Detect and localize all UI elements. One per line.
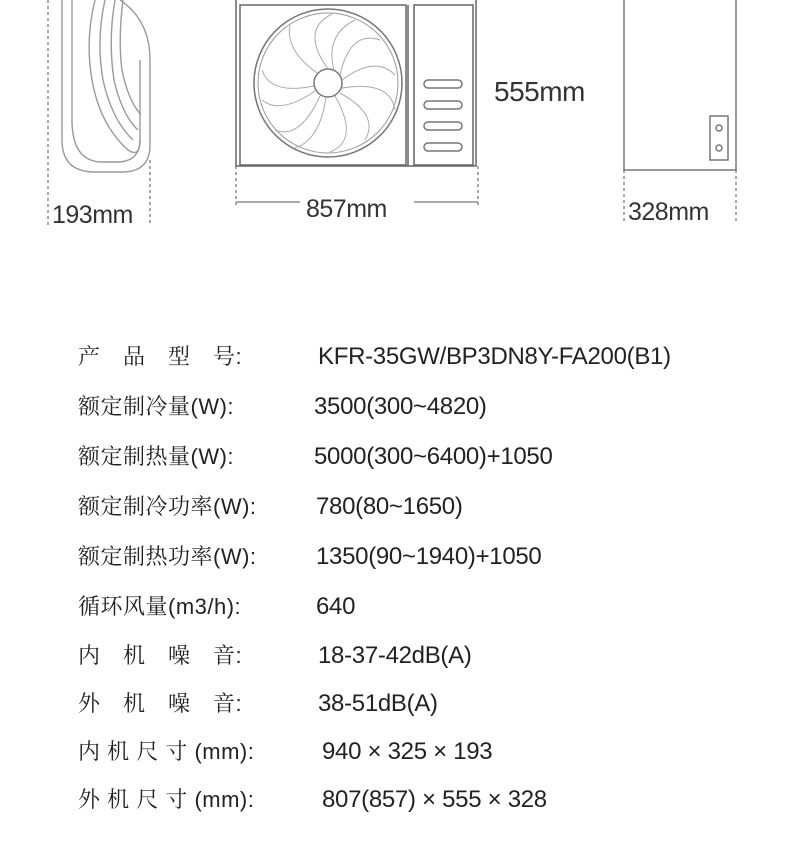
outdoor-depth-label: 328mm [628,198,709,226]
spec-label: 内 机 噪 音: [78,643,243,668]
indoor-unit-side-view [48,0,150,225]
spec-value: 38-51dB(A) [318,690,438,717]
spec-label: 循环风量(m3/h): [78,594,242,619]
spec-label: 额定制冷量(W): [78,394,235,419]
spec-value: 3500(300~4820) [314,393,487,420]
spec-value: 1350(90~1940)+1050 [316,543,542,570]
spec-label: 额定制热量(W): [78,444,235,469]
spec-label: 额定制冷功率(W): [78,494,257,519]
spec-value: 18-37-42dB(A) [318,642,472,669]
spec-label: 外 机 尺 寸 (mm): [78,787,255,812]
outdoor-unit-side-view [624,0,736,222]
outdoor-height-label: 555mm [494,76,585,107]
product-dimension-diagram [0,0,790,240]
spec-label: 内 机 尺 寸 (mm): [78,739,255,764]
spec-value: 780(80~1650) [316,493,463,520]
outdoor-unit-front-view [236,0,478,208]
indoor-depth-label: 193mm [52,201,133,229]
spec-label: 产 品 型 号: [78,344,243,369]
spec-label: 外 机 噪 音: [78,691,243,716]
spec-value: 807(857) × 555 × 328 [322,786,547,813]
spec-value: KFR-35GW/BP3DN8Y-FA200(B1) [318,343,671,370]
spec-value: 640 [316,593,356,620]
outdoor-width-label: 857mm [306,195,387,223]
spec-value: 940 × 325 × 193 [322,738,493,765]
spec-label: 额定制热功率(W): [78,544,257,569]
outdoor-grille-slots [424,80,462,151]
spec-value: 5000(300~6400)+1050 [314,443,553,470]
